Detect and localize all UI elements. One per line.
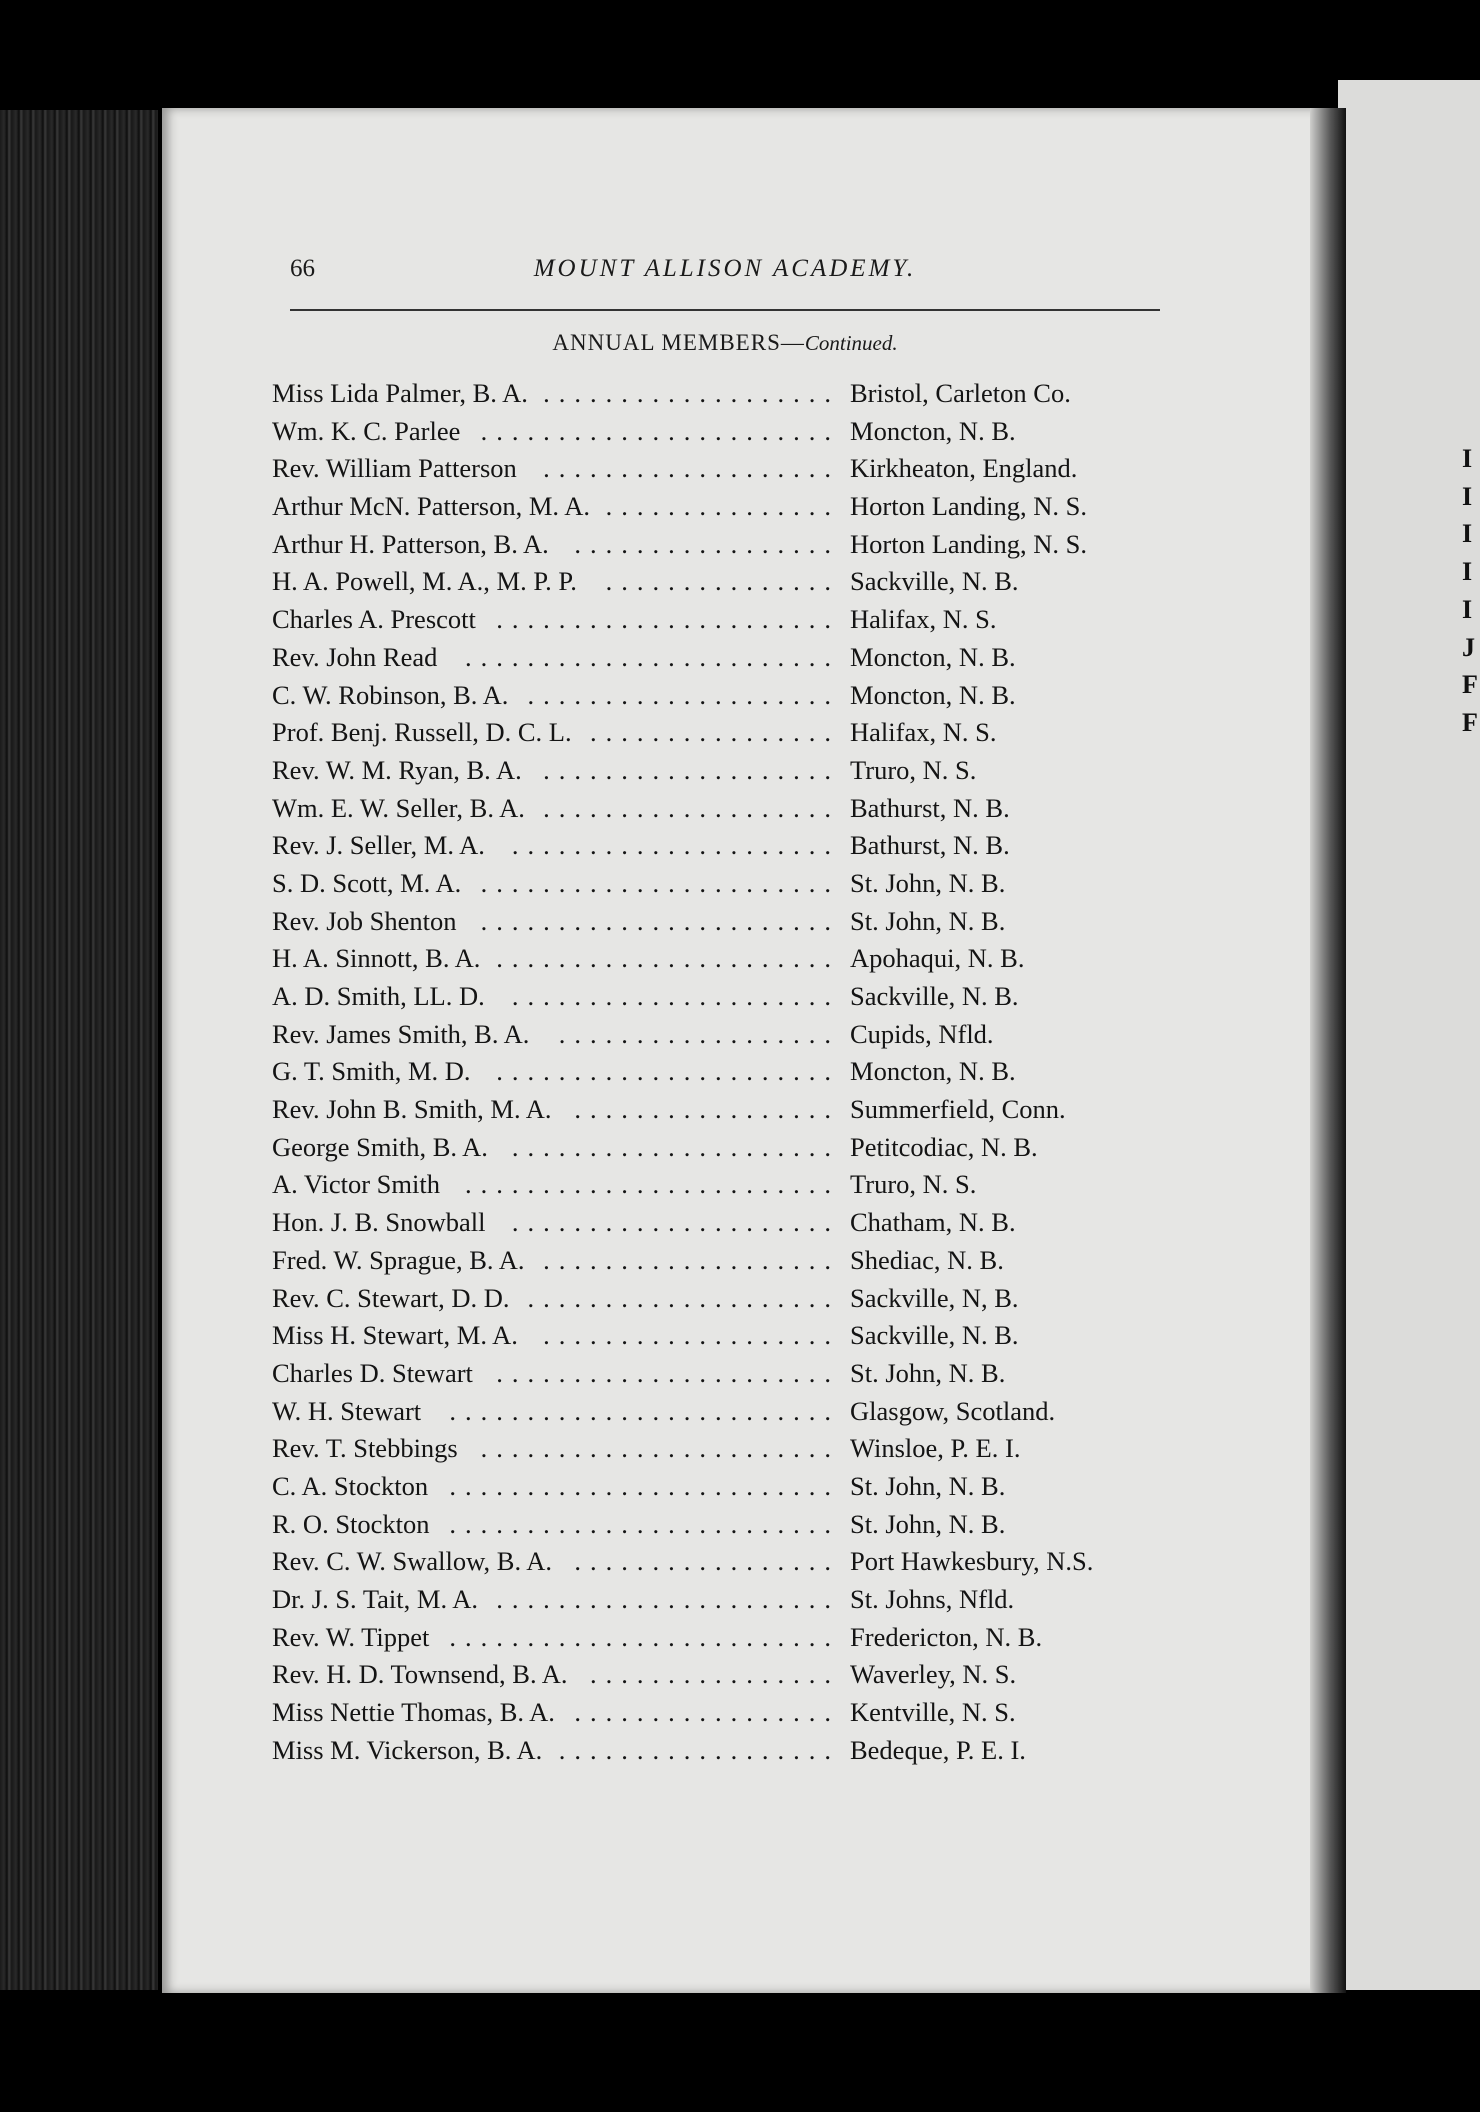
member-name: Rev. H. D. Townsend, B. A. [272, 1659, 568, 1690]
dot-leader: ..................... [511, 1207, 840, 1238]
section-heading [290, 330, 1160, 356]
running-title: MOUNT ALLISON ACADEMY. [533, 255, 917, 282]
list-item [272, 717, 1172, 755]
book-page-edges [0, 110, 158, 1990]
member-place: St. John, N. B. [850, 867, 1006, 898]
member-place: Glasgow, Scotland. [850, 1395, 1056, 1426]
member-place: St. John, N. B. [850, 1470, 1006, 1501]
dot-leader: ................... [543, 1244, 840, 1275]
member-place: Chatham, N. B. [850, 1207, 1016, 1238]
list-item [272, 1622, 1172, 1660]
dot-leader: .................... [527, 1282, 840, 1313]
member-name: Rev. William Patterson [272, 453, 517, 484]
margin-letter: I [1462, 594, 1473, 624]
member-place: Kentville, N. S. [850, 1697, 1016, 1728]
member-place: Cupids, Nfld. [850, 1018, 994, 1049]
dot-leader: ................ [590, 717, 840, 748]
member-place: Petitcodiac, N. B. [850, 1131, 1038, 1162]
member-place: Bathurst, N. B. [850, 792, 1010, 823]
dot-leader: ....................... [480, 415, 840, 446]
member-place: Halifax, N. S. [850, 717, 997, 748]
list-item [272, 416, 1172, 454]
member-name: Prof. Benj. Russell, D. C. L. [272, 717, 572, 748]
member-name: R. O. Stockton [272, 1508, 430, 1539]
header-rule [290, 309, 1160, 311]
member-place: Truro, N. S. [850, 1169, 977, 1200]
member-name: Rev. John Read [272, 641, 438, 672]
list-item [272, 830, 1172, 868]
member-name: Rev. Job Shenton [272, 905, 457, 936]
member-place: St. Johns, Nfld. [850, 1584, 1015, 1614]
dot-leader: ......................... [449, 1508, 840, 1539]
member-name: Rev. C. W. Swallow, B. A. [272, 1546, 552, 1577]
member-name: A. Victor Smith [272, 1169, 440, 1200]
dot-leader: ................... [543, 378, 840, 408]
member-name: C. A. Stockton [272, 1470, 429, 1501]
margin-letter: J [1462, 632, 1475, 662]
member-place: Shediac, N. B. [850, 1244, 1004, 1275]
list-item [272, 793, 1172, 831]
list-item [272, 604, 1172, 642]
dot-leader: ..................... [511, 981, 840, 1011]
list-item [272, 1433, 1172, 1471]
list-item [272, 453, 1172, 491]
margin-letter: I [1462, 481, 1473, 511]
member-name: Wm. K. C. Parlee [272, 415, 461, 446]
member-place: Halifax, N. S. [850, 604, 997, 635]
member-name: Rev. C. Stewart, D. D. [272, 1282, 510, 1313]
dot-leader: ............... [605, 566, 840, 597]
member-name: Charles D. Stewart [272, 1357, 473, 1388]
dot-leader: ...................... [496, 943, 840, 974]
member-place: Moncton, N. B. [850, 415, 1016, 446]
member-name: Miss Lida Palmer, B. A. [272, 378, 528, 408]
list-item [272, 680, 1172, 718]
member-place: St. John, N. B. [850, 1508, 1006, 1539]
dot-leader: .................. [558, 1018, 840, 1049]
member-name: Charles A. Prescott [272, 604, 476, 635]
member-place: Truro, N. S. [850, 754, 977, 785]
dot-leader: ......................... [449, 1621, 840, 1652]
dot-leader: ................... [543, 453, 840, 484]
dot-leader: ................... [543, 1320, 840, 1351]
member-name: Wm. E. W. Seller, B. A. [272, 792, 525, 823]
dot-leader: ........................ [465, 1169, 840, 1200]
facing-page [1338, 80, 1480, 1990]
page-header [290, 255, 1160, 295]
member-name: Dr. J. S. Tait, M. A. [272, 1584, 479, 1614]
member-name: C. W. Robinson, B. A. [272, 679, 509, 710]
member-name: Hon. J. B. Snowball [272, 1207, 486, 1238]
member-place: Moncton, N. B. [850, 1056, 1016, 1087]
member-list [272, 378, 1172, 1772]
dot-leader: ............... [605, 491, 840, 522]
dot-leader: ................. [574, 1697, 840, 1728]
member-name: Rev. W. Tippet [272, 1621, 430, 1652]
list-item [272, 1584, 1172, 1622]
dot-leader: ....................... [480, 867, 840, 898]
member-name: Arthur McN. Patterson, M. A. [272, 491, 590, 522]
dot-leader: ................... [543, 792, 840, 823]
list-item [272, 981, 1172, 1019]
list-item [272, 1697, 1172, 1735]
member-name: H. A. Powell, M. A., M. P. P. [272, 566, 577, 597]
member-place: Horton Landing, N. S. [850, 528, 1088, 559]
member-place: Bedeque, P. E. I. [850, 1734, 1026, 1765]
member-place: St. John, N. B. [850, 905, 1006, 936]
member-place: Moncton, N. B. [850, 679, 1016, 710]
list-item [272, 755, 1172, 793]
page-number: 66 [290, 255, 315, 282]
dot-leader: ...................... [496, 1357, 840, 1388]
member-name: S. D. Scott, M. A. [272, 867, 462, 898]
member-name: Rev. T. Stebbings [272, 1433, 458, 1464]
list-item [272, 491, 1172, 529]
member-place: Fredericton, N. B. [850, 1621, 1043, 1652]
dot-leader: ................... [543, 754, 840, 785]
member-place: Bathurst, N. B. [850, 830, 1010, 861]
member-place: Winsloe, P. E. I. [850, 1433, 1021, 1464]
margin-letter: I [1462, 444, 1473, 473]
member-name: Rev. James Smith, B. A. [272, 1018, 530, 1049]
member-place: Bristol, Carleton Co. [850, 378, 1071, 408]
margin-letter: I [1462, 557, 1473, 587]
list-item [272, 642, 1172, 680]
dot-leader: ................. [574, 1094, 840, 1125]
dot-leader: ........................ [465, 641, 840, 672]
member-name: Rev. John B. Smith, M. A. [272, 1094, 552, 1125]
list-item [272, 943, 1172, 981]
member-name: Rev. J. Seller, M. A. [272, 830, 485, 861]
member-place: Port Hawkesbury, N.S. [850, 1546, 1094, 1577]
member-place: Kirkheaton, England. [850, 453, 1078, 484]
list-item [272, 1132, 1172, 1170]
member-place: Moncton, N. B. [850, 641, 1016, 672]
dot-leader: ....................... [480, 1433, 840, 1464]
list-item [272, 1320, 1172, 1358]
member-place: Summerfield, Conn. [850, 1094, 1066, 1125]
member-name: A. D. Smith, LL. D. [272, 981, 485, 1011]
member-name: H. A. Sinnott, B. A. [272, 943, 481, 974]
list-item [272, 1735, 1172, 1773]
member-place: Sackville, N. B. [850, 981, 1019, 1011]
member-name: Arthur H. Patterson, B. A. [272, 528, 549, 559]
dot-leader: .................... [527, 679, 840, 710]
list-item [272, 566, 1172, 604]
list-item [272, 1094, 1172, 1132]
dot-leader: ................ [590, 1659, 840, 1690]
list-item [272, 1056, 1172, 1094]
member-name: Fred. W. Sprague, B. A. [272, 1244, 525, 1275]
dot-leader: ....................... [480, 905, 840, 936]
list-item [272, 1471, 1172, 1509]
member-place: Sackville, N. B. [850, 1320, 1019, 1351]
dot-leader: ...................... [496, 1056, 840, 1087]
section-heading-text: ANNUAL MEMBERS— [552, 330, 805, 355]
list-item [272, 1245, 1172, 1283]
member-place: Waverley, N. S. [850, 1659, 1017, 1690]
list-item [272, 1358, 1172, 1396]
dot-leader: ................. [574, 528, 840, 559]
dot-leader: ......................... [449, 1470, 840, 1501]
dot-leader: ......................... [449, 1395, 840, 1426]
margin-letter: F [1462, 670, 1478, 700]
page-gutter [1310, 108, 1346, 1993]
margin-letter: I [1462, 519, 1473, 549]
list-item [272, 1509, 1172, 1547]
margin-letter: F [1462, 707, 1478, 737]
list-item [272, 1546, 1172, 1584]
dot-leader: ................. [574, 1546, 840, 1577]
member-name: Miss M. Vickerson, B. A. [272, 1734, 543, 1765]
facing-page-margin-letters [1462, 440, 1480, 742]
member-place: Horton Landing, N. S. [850, 491, 1088, 522]
member-place: Sackville, N. B. [850, 566, 1019, 597]
list-item [272, 1207, 1172, 1245]
member-place: Apohaqui, N. B. [850, 943, 1025, 974]
member-name: George Smith, B. A. [272, 1131, 488, 1162]
list-item [272, 1283, 1172, 1321]
list-item [272, 378, 1172, 416]
dot-leader: ..................... [511, 830, 840, 861]
list-item [272, 529, 1172, 567]
list-item [272, 868, 1172, 906]
member-name: Rev. W. M. Ryan, B. A. [272, 754, 522, 785]
dot-leader: ...................... [496, 604, 840, 635]
member-place: St. John, N. B. [850, 1357, 1006, 1388]
list-item [272, 1019, 1172, 1057]
member-name: G. T. Smith, M. D. [272, 1056, 471, 1087]
list-item [272, 1169, 1172, 1207]
member-name: W. H. Stewart [272, 1395, 422, 1426]
dot-leader: .................. [558, 1734, 840, 1765]
list-item [272, 1396, 1172, 1434]
member-name: Miss Nettie Thomas, B. A. [272, 1697, 555, 1728]
list-item [272, 906, 1172, 944]
member-name: Miss H. Stewart, M. A. [272, 1320, 518, 1351]
dot-leader: ..................... [511, 1131, 840, 1162]
member-place: Sackville, N, B. [850, 1282, 1019, 1313]
list-item [272, 1659, 1172, 1697]
section-heading-suffix: Continued. [804, 331, 898, 355]
dot-leader: ...................... [496, 1584, 840, 1614]
